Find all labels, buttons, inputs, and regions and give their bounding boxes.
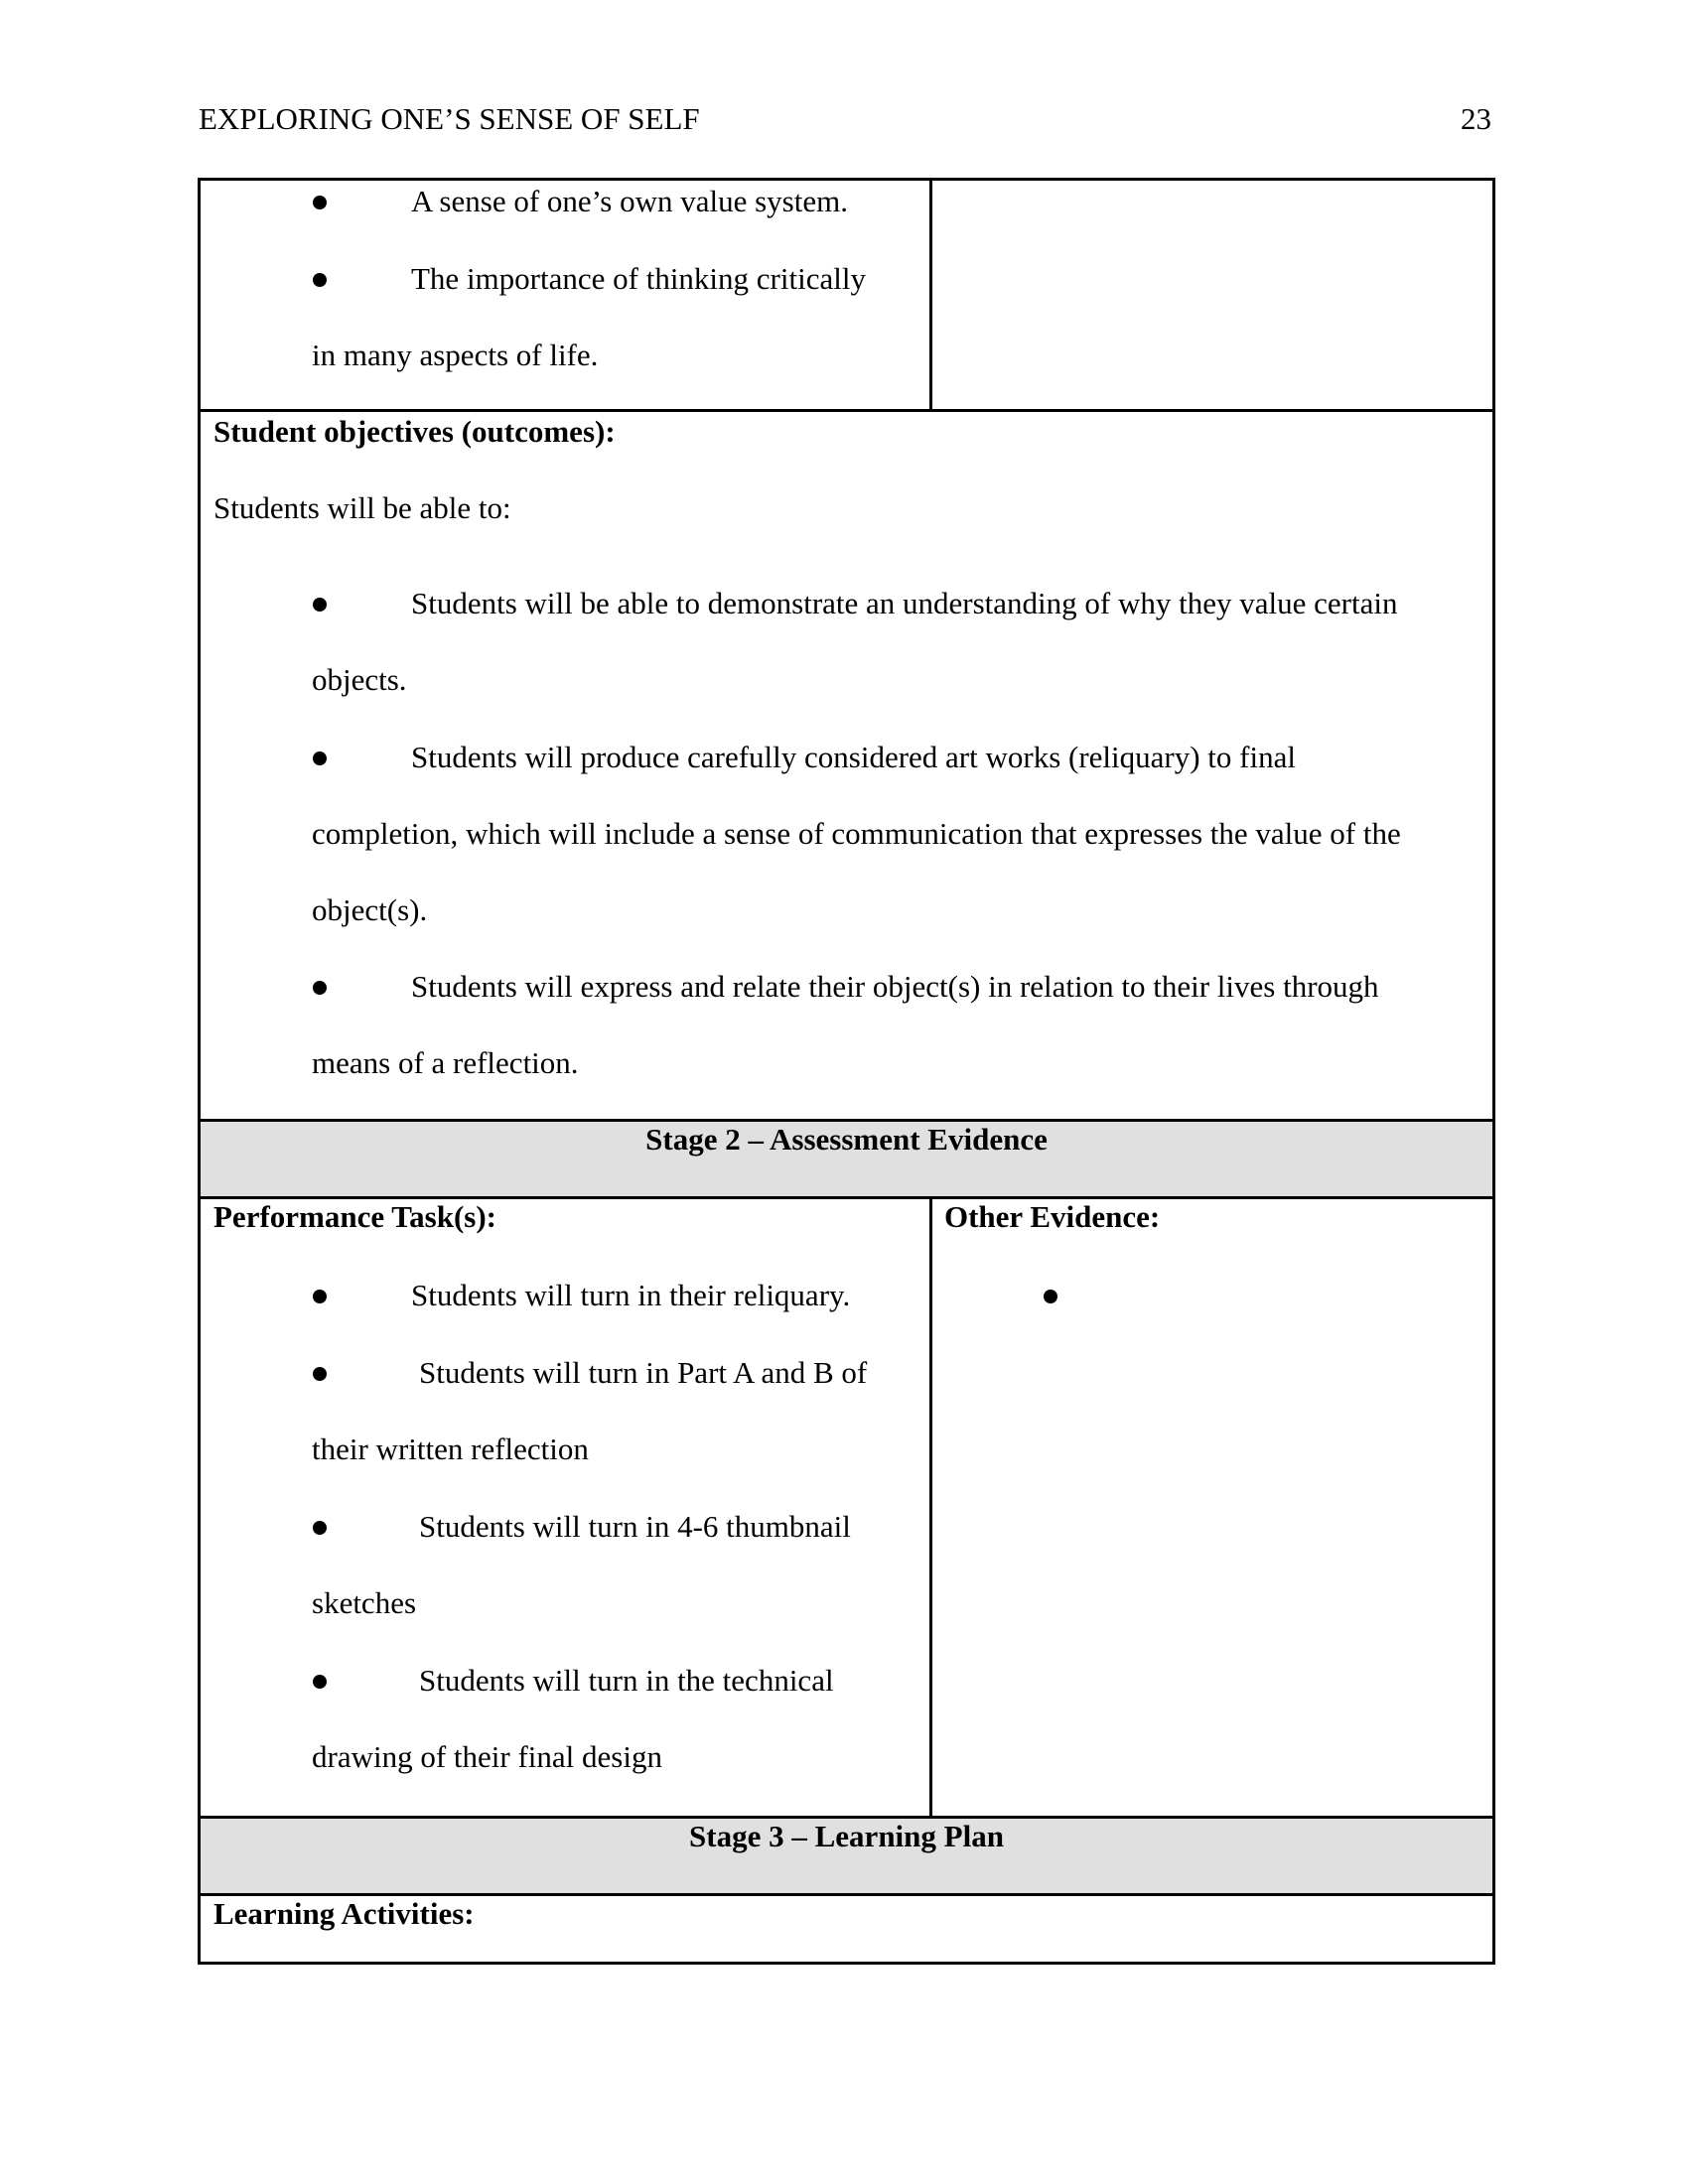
stage2-title: Stage 2 – Assessment Evidence xyxy=(645,1122,1048,1157)
performance-line: Students will turn in 4-6 thumbnail xyxy=(419,1509,851,1544)
objective-line: Students will express and relate their object(s) in relation to their lives through xyxy=(411,969,1379,1004)
bullet-icon xyxy=(313,196,327,209)
bullet-icon xyxy=(313,1675,327,1689)
performance-line: sketches xyxy=(312,1585,417,1620)
performance-line: Students will turn in Part A and B of xyxy=(419,1355,868,1390)
understanding-item: The importance of thinking critically xyxy=(411,261,866,296)
running-head xyxy=(199,99,1491,139)
objective-line: completion, which will include a sense of communication that expresses the value of the xyxy=(312,816,1401,851)
performance-heading: Performance Task(s): xyxy=(213,1199,496,1234)
stage3-title: Stage 3 – Learning Plan xyxy=(689,1819,1004,1853)
understanding-item: A sense of one’s own value system. xyxy=(411,184,848,218)
bullet-icon xyxy=(1044,1290,1057,1303)
learning-activities-heading: Learning Activities: xyxy=(213,1896,475,1931)
performance-line: Students will turn in their reliquary. xyxy=(411,1278,851,1312)
understanding-item-continuation: in many aspects of life. xyxy=(312,338,599,372)
bullet-icon xyxy=(313,273,327,287)
column-divider xyxy=(929,1196,932,1817)
objective-line: objects. xyxy=(312,662,407,697)
column-divider xyxy=(929,178,932,410)
bullet-icon xyxy=(313,1290,327,1303)
objectives-intro: Students will be able to: xyxy=(213,490,511,525)
objective-line: object(s). xyxy=(312,892,428,927)
performance-line: their written reflection xyxy=(312,1432,589,1466)
bullet-icon xyxy=(313,1367,327,1381)
bullet-icon xyxy=(313,598,327,612)
running-title: EXPLORING ONE’S SENSE OF SELF xyxy=(199,101,700,136)
page-number: 23 xyxy=(1461,101,1491,136)
objective-line: means of a reflection. xyxy=(312,1045,579,1080)
bullet-icon xyxy=(313,1521,327,1535)
other-evidence-heading: Other Evidence: xyxy=(944,1199,1161,1234)
performance-line: Students will turn in the technical xyxy=(419,1663,834,1698)
objectives-heading: Student objectives (outcomes): xyxy=(213,414,616,449)
performance-line: drawing of their final design xyxy=(312,1739,662,1774)
objective-line: Students will produce carefully considered art works (reliquary) to final xyxy=(411,740,1296,774)
bullet-icon xyxy=(313,751,327,765)
bullet-icon xyxy=(313,981,327,995)
objective-line: Students will be able to demonstrate an understanding of why they value certain xyxy=(411,586,1398,620)
